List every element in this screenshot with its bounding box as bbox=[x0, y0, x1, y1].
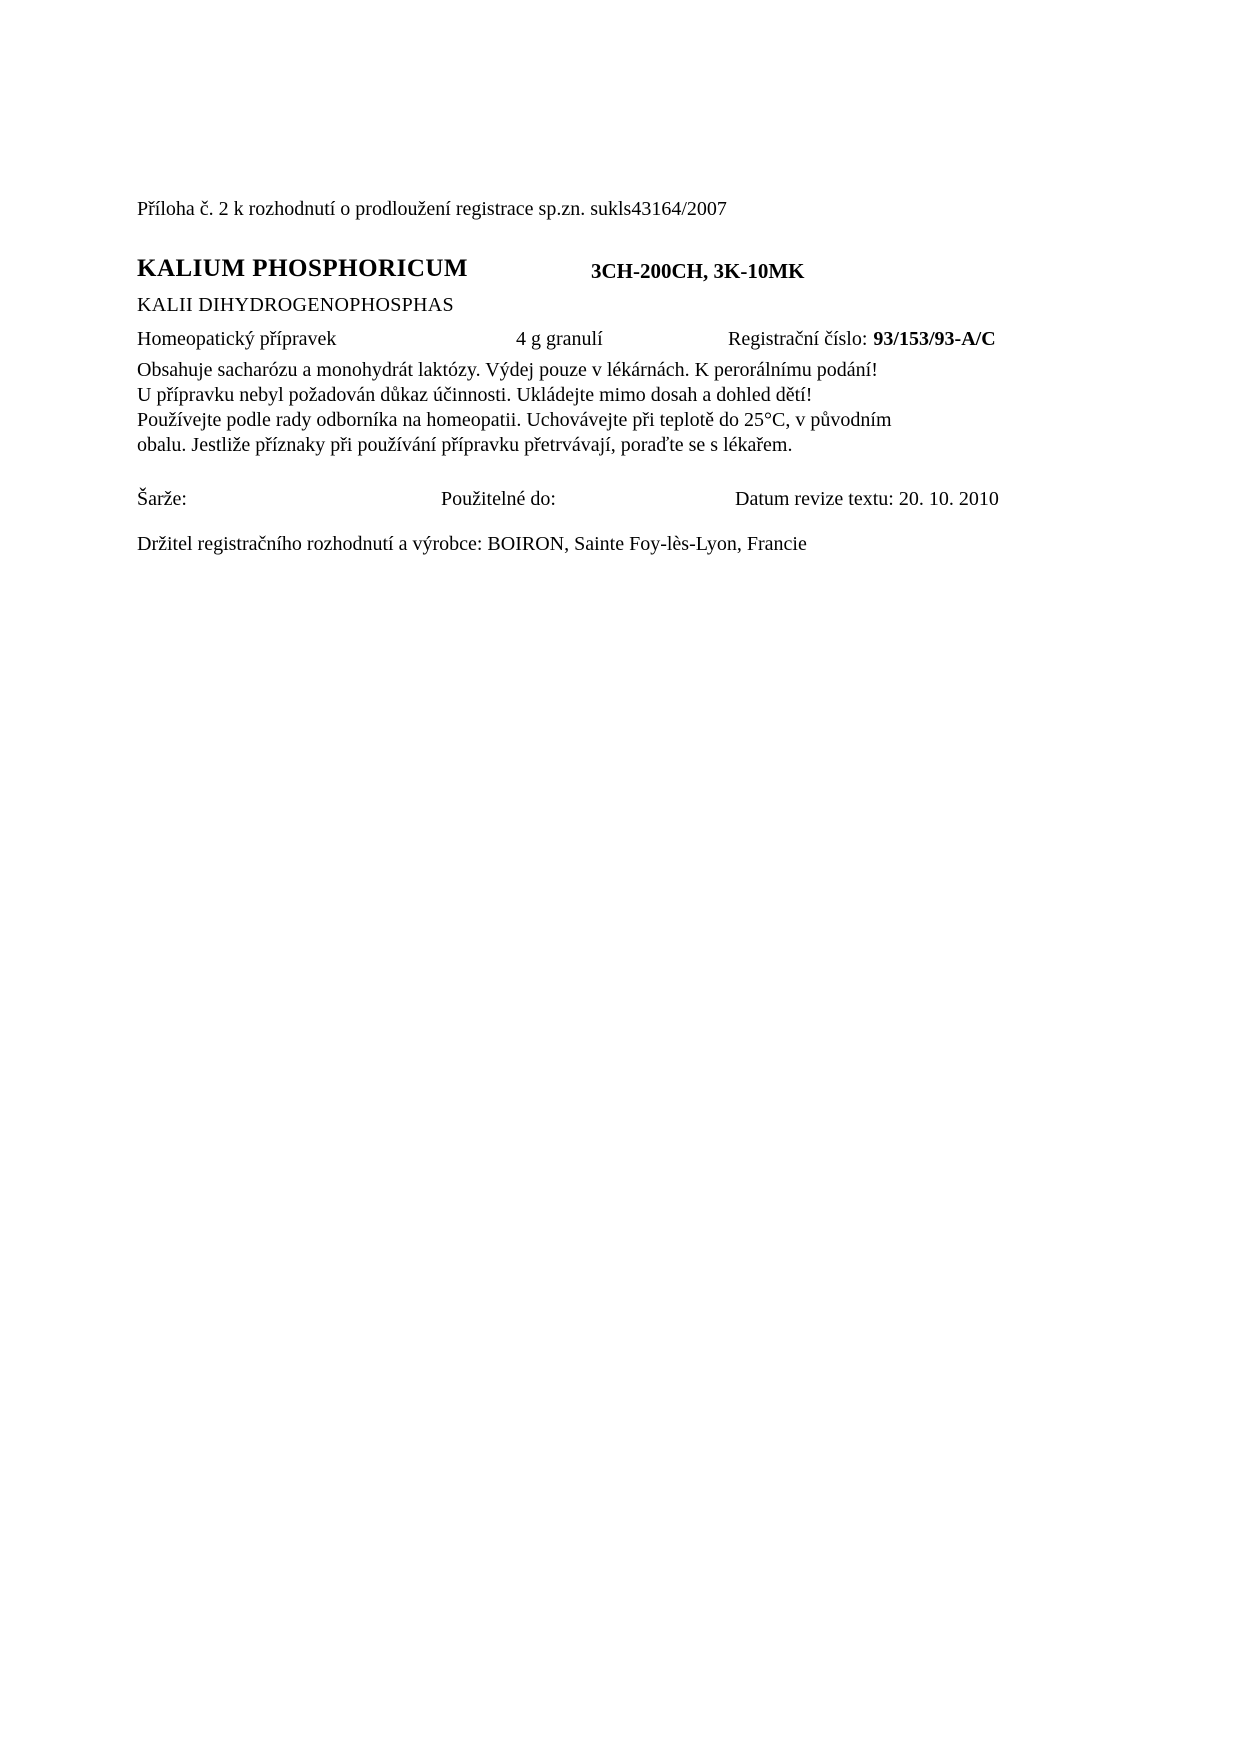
title-row bbox=[137, 255, 1200, 287]
batch-row bbox=[137, 488, 1200, 514]
product-title: KALIUM PHOSPHORICUM bbox=[137, 255, 469, 282]
body-line: Používejte podle rady odborníka na homeopatii. Uchovávejte při teplotě do 25°C, v původním bbox=[137, 409, 892, 431]
registration bbox=[728, 328, 996, 351]
body-paragraph bbox=[137, 358, 1200, 458]
registration-number: 93/153/93-A/C bbox=[873, 328, 996, 350]
revision-date-label: Datum revize textu: 20. 10. 2010 bbox=[735, 488, 999, 510]
header-note: Příloha č. 2 k rozhodnutí o prodloužení registrace sp.zn. sukls43164/2007 bbox=[137, 198, 727, 220]
holder-line: Držitel registračního rozhodnutí a výrobce: BOIRON, Sainte Foy-lès-Lyon, Francie bbox=[137, 533, 807, 555]
batch-label: Šarže: bbox=[137, 488, 187, 510]
body-line: U přípravku nebyl požadován důkaz účinnosti. Ukládejte mimo dosah a dohled dětí! bbox=[137, 384, 813, 406]
package-size: 4 g granulí bbox=[516, 328, 603, 350]
latin-name: KALII DIHYDROGENOPHOSPHAS bbox=[137, 294, 454, 316]
expiry-label: Použitelné do: bbox=[441, 488, 556, 510]
registration-label: Registrační číslo: bbox=[728, 328, 868, 350]
body-line: Obsahuje sacharózu a monohydrát laktózy. Výdej pouze v lékárnách. K perorálnímu podání! bbox=[137, 359, 878, 381]
product-row bbox=[137, 328, 1200, 354]
body-line: obalu. Jestliže příznaky při používání přípravku přetrvávají, poraďte se s lékařem. bbox=[137, 434, 793, 456]
product-type: Homeopatický přípravek bbox=[137, 328, 337, 350]
title-dilutions: 3CH-200CH, 3K-10MK bbox=[591, 259, 805, 283]
